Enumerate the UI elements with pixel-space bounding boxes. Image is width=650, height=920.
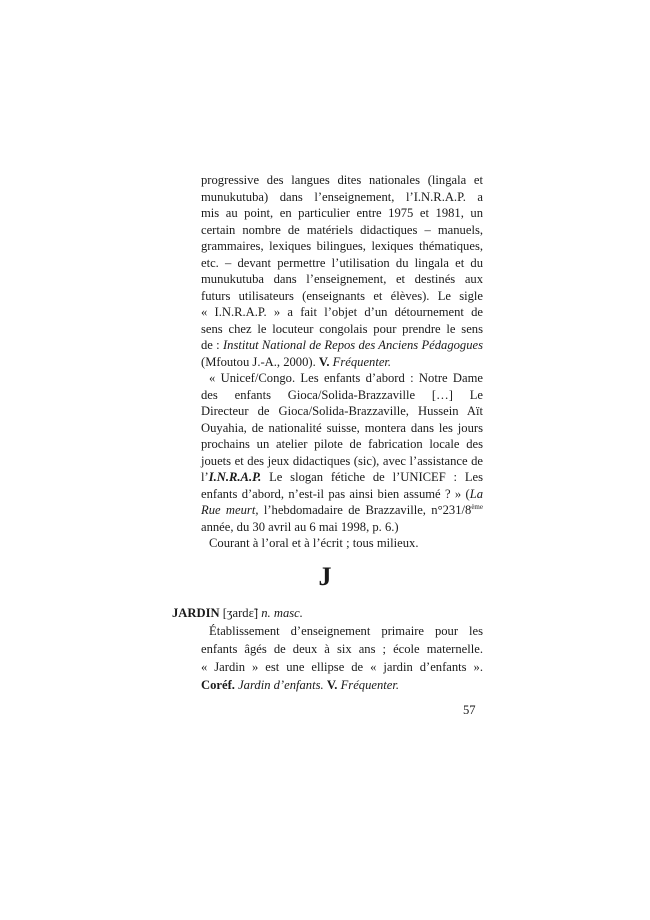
text-line: « I.N.R.A.P. » a fait l’objet d’un détournement de xyxy=(201,305,483,319)
see-also-link: Fréquenter. xyxy=(332,354,392,369)
citation: (Mfoutou J.-A., 2000). xyxy=(201,354,316,369)
quote-line: des enfants Gioca/Solida-Brazzaville […] Le xyxy=(201,387,483,402)
section-letter: J xyxy=(318,562,332,591)
pronunciation: [ʒardɛ̃] xyxy=(222,606,259,620)
quote-line: prochains un atelier pilote de fabrication locale des xyxy=(201,437,483,451)
reference-line xyxy=(201,354,483,371)
text-line: sens chez le locuteur congolais pour prendre le sens xyxy=(201,321,483,336)
text-fragment: l’ xyxy=(201,470,209,484)
quote-line xyxy=(201,469,483,486)
superscript: ème xyxy=(471,503,483,511)
dictionary-entry-jardin xyxy=(172,604,483,694)
quote-line: année, du 30 avril au 6 mai 1998, p. 6.) xyxy=(201,519,399,534)
quote-line xyxy=(201,502,483,519)
quote-line: Directeur de Gioca/Solida-Brazzaville, Hussein Aït xyxy=(201,404,483,418)
definition-line: enfants âgés de deux à six ans ; école maternelle. xyxy=(201,642,483,656)
text-line: futurs utilisateurs (enseignants et élèves). Le sigle xyxy=(201,288,483,303)
see-also-label: V. xyxy=(318,354,330,369)
text-line: munukutuba dans l’enseignement, et destinés aux xyxy=(201,272,483,286)
source-title: La xyxy=(469,486,483,501)
headword: JARDIN xyxy=(172,606,220,620)
coref-link: Jardin d’enfants. xyxy=(238,678,324,692)
text-fragment: l’hebdomadaire de Brazzaville, n°231/8 xyxy=(258,503,472,517)
inrap-entry-continuation xyxy=(201,172,483,552)
grammar-label: n. masc. xyxy=(261,606,303,620)
definition-line: « Jardin » est une ellipse de « jardin d’enfants ». xyxy=(201,660,483,674)
text-fragment: enfants d’abord, n’est-il pas ainsi bien assumé ? » ( xyxy=(201,486,470,501)
entry-body xyxy=(172,622,483,694)
quote-line xyxy=(201,486,483,503)
text-line-expansion xyxy=(201,337,483,354)
text-line: munukutuba) dans l’enseignement, l’I.N.R.A.P. a xyxy=(201,189,483,204)
coref-label: Coréf. xyxy=(201,678,235,692)
coref-line xyxy=(201,676,483,694)
page-number: 57 xyxy=(463,703,476,717)
see-also-link: Fréquenter. xyxy=(340,678,400,692)
quote-line: Ouyahia, de nationalité suisse, montera dans les jours xyxy=(201,420,483,435)
text-line: mis au point, en particulier entre 1975 et 1981, un xyxy=(201,206,483,220)
definition-line: Établissement d’enseignement primaire pour les xyxy=(209,624,483,638)
acronym-emphasis: I.N.R.A.P. xyxy=(208,470,262,484)
see-also-label: V. xyxy=(326,678,338,692)
text-line: certain nombre de matériels didactiques – manuels, xyxy=(201,222,483,237)
text-fragment: de : xyxy=(201,338,220,352)
quote-line: jouets et des jeux didactiques (sic), avec l’assistance de xyxy=(201,453,483,468)
text-line: progressive des langues dites nationales (lingala et xyxy=(201,173,483,187)
usage-note: Courant à l’oral et à l’écrit ; tous milieux. xyxy=(209,536,419,550)
text-fragment: Le slogan fétiche de l’UNICEF : Les xyxy=(261,470,483,484)
entry-head xyxy=(172,604,483,622)
quote-line: « Unicef/Congo. Les enfants d’abord : Notre Dame xyxy=(209,371,483,385)
text-line: etc. – devant permettre l’utilisation du lingala et du xyxy=(201,255,483,270)
source-title: Rue meurt, xyxy=(201,503,259,517)
acronym-expansion: Institut National de Repos des Anciens Pédagogues xyxy=(222,338,483,352)
text-line: grammaires, lexiques bilingues, lexiques thématiques, xyxy=(201,239,483,253)
